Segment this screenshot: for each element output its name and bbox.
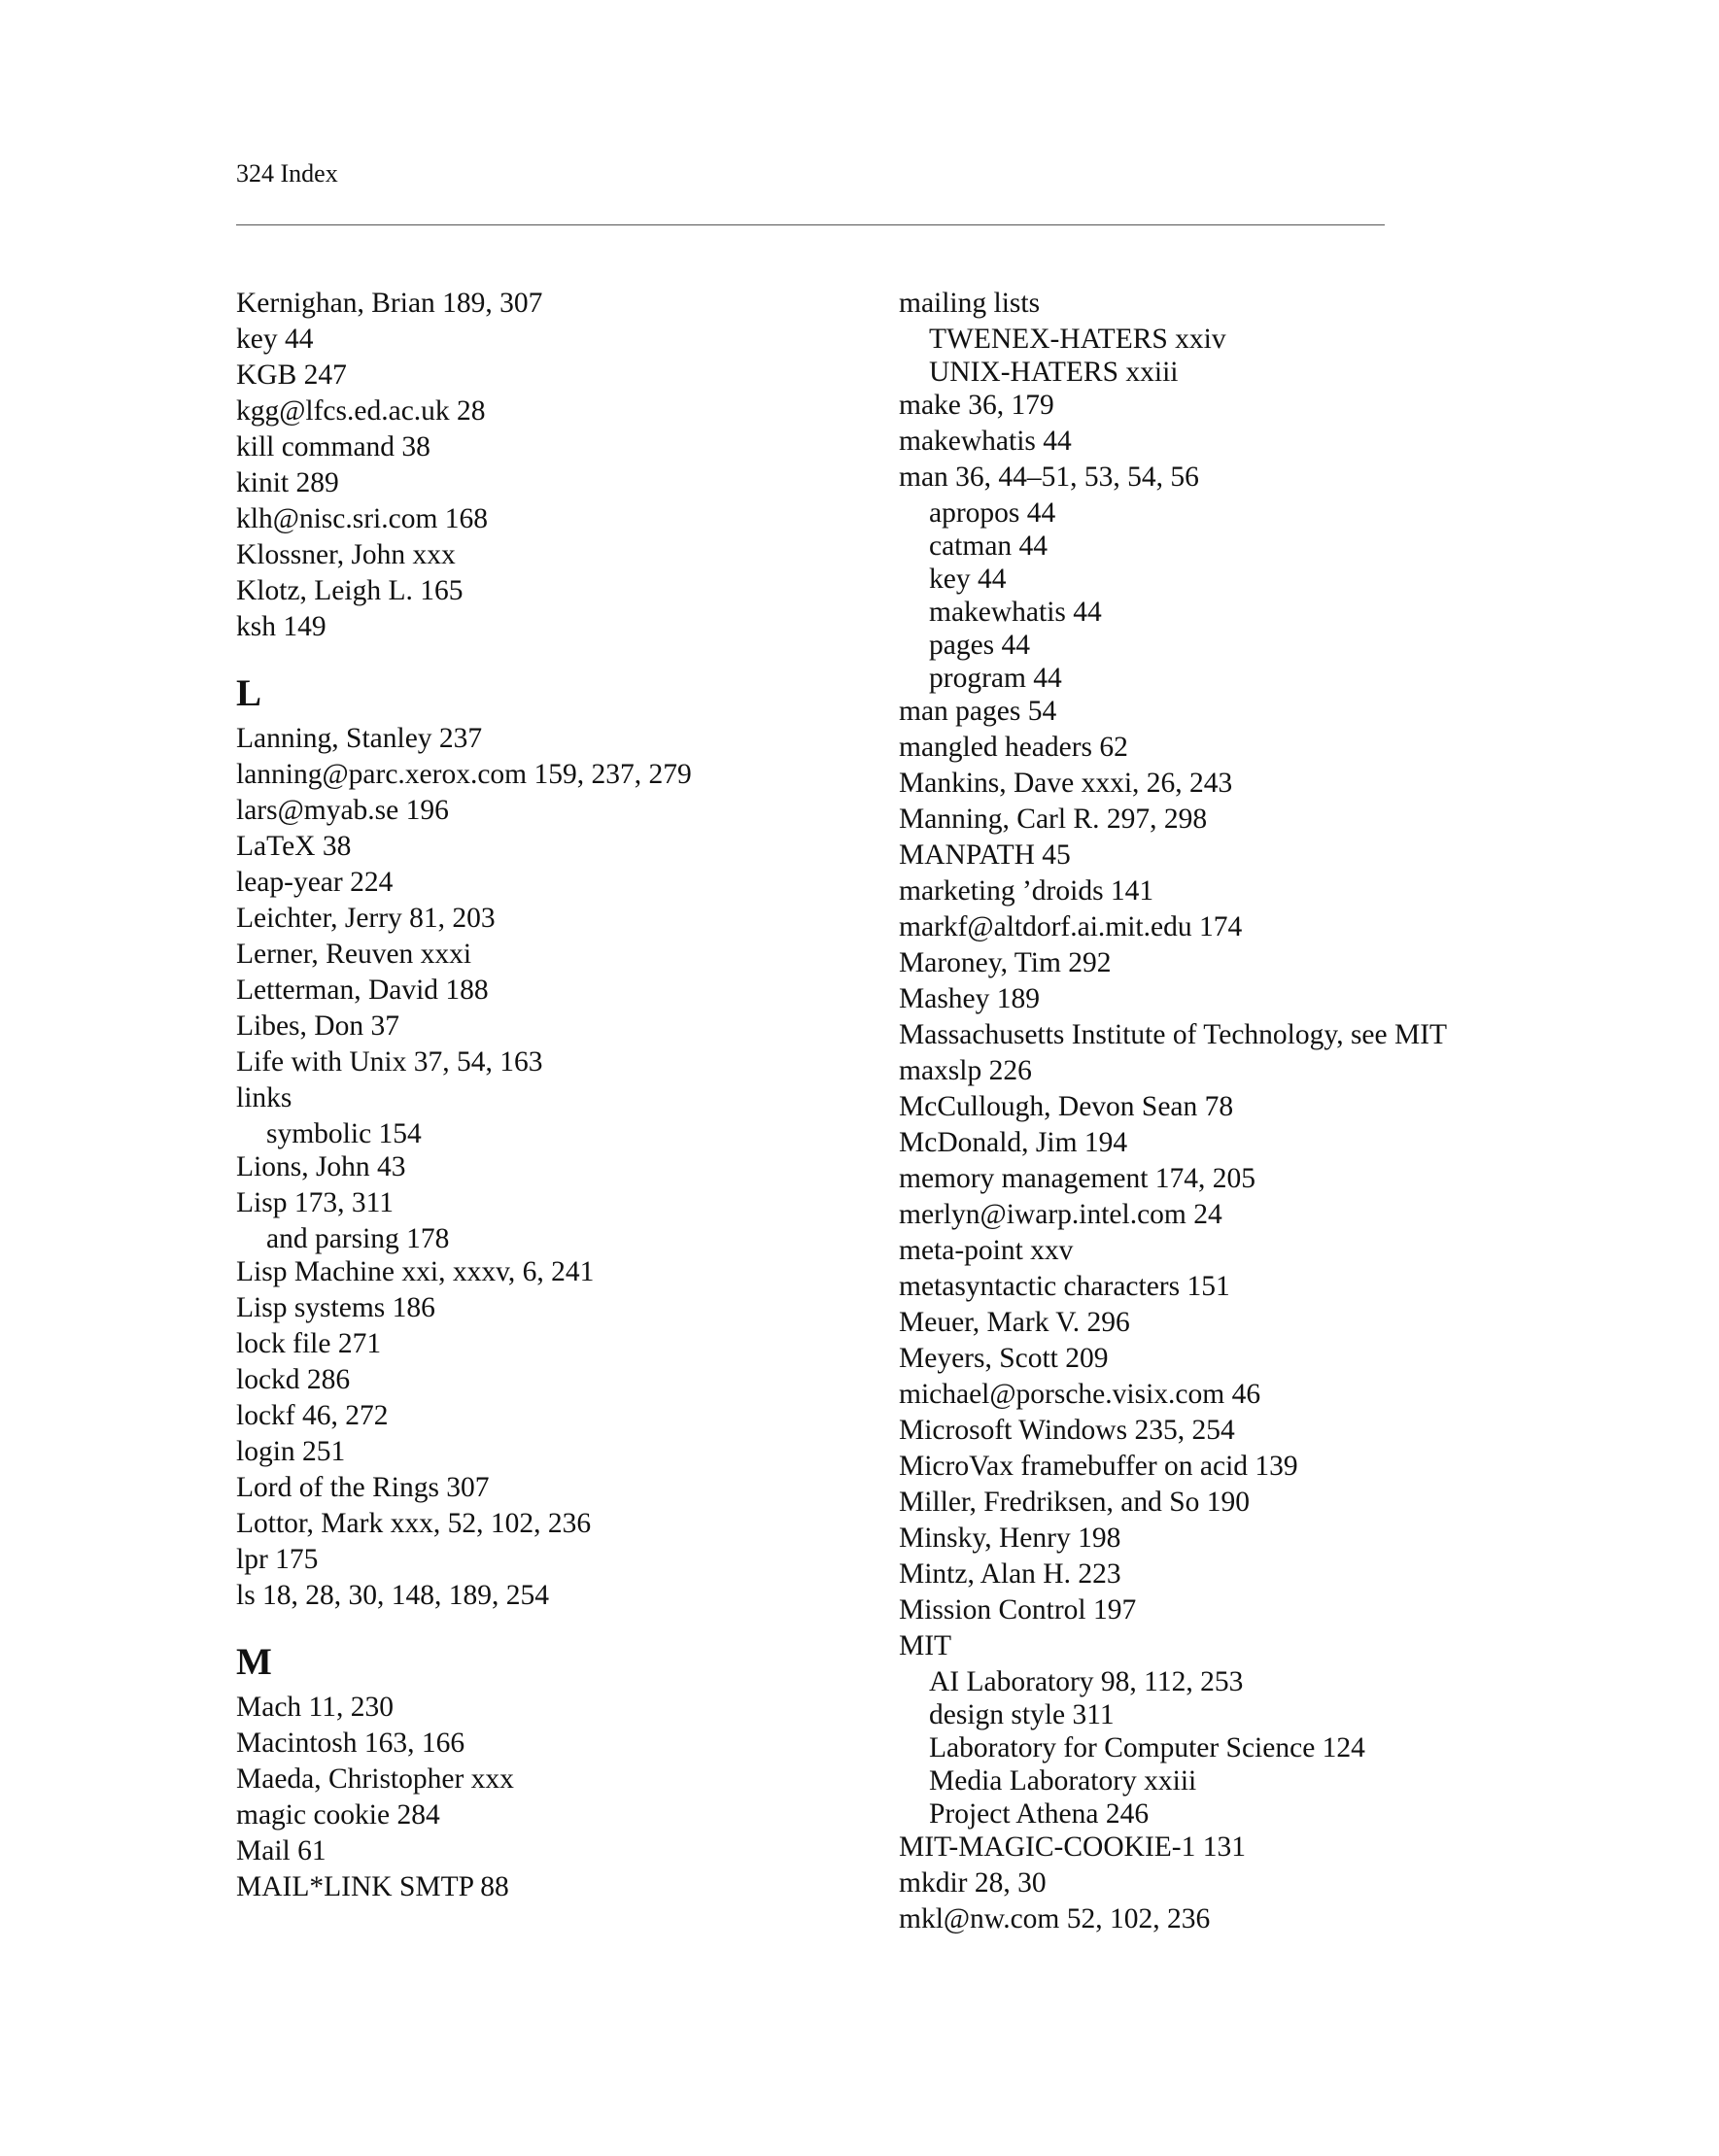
index-entry: LaTeX 38 bbox=[236, 831, 352, 862]
index-entry: markf@altdorf.ai.mit.edu 174 bbox=[899, 911, 1243, 942]
index-entry: Life with Unix 37, 54, 163 bbox=[236, 1046, 543, 1078]
index-subentry: pages 44 bbox=[929, 630, 1031, 661]
index-subentry: design style 311 bbox=[929, 1699, 1115, 1730]
index-entry: McDonald, Jim 194 bbox=[899, 1127, 1128, 1158]
index-entry: McCullough, Devon Sean 78 bbox=[899, 1091, 1234, 1122]
index-entry: Massachusetts Institute of Technology, see MIT bbox=[899, 1019, 1448, 1050]
index-entry: Klotz, Leigh L. 165 bbox=[236, 575, 464, 606]
index-entry: Manning, Carl R. 297, 298 bbox=[899, 804, 1208, 835]
index-entry: man 36, 44–51, 53, 54, 56 bbox=[899, 462, 1199, 493]
section-title: Index bbox=[280, 159, 338, 188]
index-column-left bbox=[236, 286, 692, 1905]
index-subentry: key 44 bbox=[929, 564, 1007, 595]
index-entry: magic cookie 284 bbox=[236, 1799, 440, 1831]
index-entry: makewhatis 44 bbox=[899, 426, 1072, 457]
index-entry: klh@nisc.sri.com 168 bbox=[236, 503, 489, 534]
index-entry: merlyn@iwarp.intel.com 24 bbox=[899, 1199, 1222, 1230]
index-entry: lpr 175 bbox=[236, 1544, 319, 1575]
index-entry: Mankins, Dave xxxi, 26, 243 bbox=[899, 768, 1233, 799]
header-divider bbox=[236, 224, 1385, 225]
index-entry: lanning@parc.xerox.com 159, 237, 279 bbox=[236, 759, 692, 790]
index-entry: kinit 289 bbox=[236, 467, 339, 498]
index-entry: Letterman, David 188 bbox=[236, 975, 489, 1006]
index-subentry: and parsing 178 bbox=[266, 1223, 450, 1254]
index-entry: memory management 174, 205 bbox=[899, 1163, 1256, 1194]
section-letter: M bbox=[236, 1641, 272, 1683]
index-entry: Mission Control 197 bbox=[899, 1594, 1137, 1626]
index-entry: lockd 286 bbox=[236, 1364, 351, 1395]
index-entry: MicroVax framebuffer on acid 139 bbox=[899, 1451, 1298, 1482]
index-entry: lock file 271 bbox=[236, 1328, 382, 1359]
index-entry: Microsoft Windows 235, 254 bbox=[899, 1415, 1235, 1446]
index-entry: KGB 247 bbox=[236, 359, 347, 391]
index-entry: Leichter, Jerry 81, 203 bbox=[236, 903, 496, 934]
index-entry: Mail 61 bbox=[236, 1835, 327, 1866]
index-entry: Minsky, Henry 198 bbox=[899, 1523, 1121, 1554]
index-entry: Maroney, Tim 292 bbox=[899, 947, 1112, 978]
index-entry: kgg@lfcs.ed.ac.uk 28 bbox=[236, 395, 486, 427]
index-entry: Libes, Don 37 bbox=[236, 1010, 399, 1042]
index-entry: Lions, John 43 bbox=[236, 1151, 406, 1182]
running-header bbox=[236, 157, 338, 190]
index-entry: Lanning, Stanley 237 bbox=[236, 723, 483, 754]
index-subentry: symbolic 154 bbox=[266, 1118, 422, 1149]
index-entry: key 44 bbox=[236, 324, 314, 355]
index-entry: Lisp systems 186 bbox=[236, 1292, 435, 1323]
index-entry: ksh 149 bbox=[236, 611, 327, 642]
index-entry: Mintz, Alan H. 223 bbox=[899, 1558, 1121, 1590]
page-number: 324 bbox=[236, 159, 274, 188]
index-entry: MIT-MAGIC-COOKIE-1 131 bbox=[899, 1831, 1246, 1863]
index-entry: man pages 54 bbox=[899, 696, 1057, 727]
index-entry: make 36, 179 bbox=[899, 390, 1054, 421]
index-entry: Lerner, Reuven xxxi bbox=[236, 939, 472, 970]
index-entry: michael@porsche.visix.com 46 bbox=[899, 1379, 1261, 1410]
index-entry: ls 18, 28, 30, 148, 189, 254 bbox=[236, 1580, 550, 1611]
index-entry: maxslp 226 bbox=[899, 1055, 1032, 1086]
index-entry: mailing lists bbox=[899, 288, 1041, 319]
index-subentry: catman 44 bbox=[929, 530, 1049, 562]
index-subentry: Laboratory for Computer Science 124 bbox=[929, 1732, 1365, 1763]
index-entry: links bbox=[236, 1082, 292, 1113]
index-entry: Klossner, John xxx bbox=[236, 539, 456, 570]
index-entry: login 251 bbox=[236, 1436, 346, 1467]
index-entry: marketing ’droids 141 bbox=[899, 875, 1154, 907]
index-entry: Kernighan, Brian 189, 307 bbox=[236, 288, 543, 319]
index-entry: MANPATH 45 bbox=[899, 839, 1071, 871]
index-entry: Mashey 189 bbox=[899, 983, 1041, 1014]
index-entry: lockf 46, 272 bbox=[236, 1400, 389, 1431]
index-column-right bbox=[899, 286, 1447, 1937]
index-subentry: Project Athena 246 bbox=[929, 1798, 1150, 1830]
index-subentry: makewhatis 44 bbox=[929, 597, 1102, 628]
index-entry: MAIL*LINK SMTP 88 bbox=[236, 1871, 509, 1902]
index-subentry: Media Laboratory xxiii bbox=[929, 1765, 1197, 1797]
index-entry: Miller, Fredriksen, and So 190 bbox=[899, 1487, 1250, 1518]
index-entry: kill command 38 bbox=[236, 431, 430, 462]
index-entry: Lisp 173, 311 bbox=[236, 1187, 394, 1218]
index-subentry: TWENEX-HATERS xxiv bbox=[929, 324, 1226, 355]
index-entry: leap-year 224 bbox=[236, 867, 394, 898]
index-subentry: program 44 bbox=[929, 663, 1062, 694]
index-entry: metasyntactic characters 151 bbox=[899, 1271, 1230, 1302]
index-subentry: AI Laboratory 98, 112, 253 bbox=[929, 1666, 1244, 1697]
index-entry: mkl@nw.com 52, 102, 236 bbox=[899, 1903, 1211, 1934]
index-entry: mangled headers 62 bbox=[899, 732, 1128, 763]
index-entry: Meuer, Mark V. 296 bbox=[899, 1307, 1130, 1338]
index-entry: Meyers, Scott 209 bbox=[899, 1343, 1109, 1374]
index-entry: Lord of the Rings 307 bbox=[236, 1472, 490, 1503]
index-subentry: apropos 44 bbox=[929, 497, 1056, 529]
index-entry: meta-point xxv bbox=[899, 1235, 1074, 1266]
index-entry: Lisp Machine xxi, xxxv, 6, 241 bbox=[236, 1256, 595, 1287]
index-entry: Mach 11, 230 bbox=[236, 1692, 394, 1723]
index-subentry: UNIX-HATERS xxiii bbox=[929, 357, 1179, 388]
index-entry: Lottor, Mark xxx, 52, 102, 236 bbox=[236, 1508, 592, 1539]
index-entry: lars@myab.se 196 bbox=[236, 795, 449, 826]
index-entry: MIT bbox=[899, 1630, 952, 1661]
section-letter: L bbox=[236, 672, 262, 714]
index-entry: Maeda, Christopher xxx bbox=[236, 1763, 514, 1795]
index-entry: Macintosh 163, 166 bbox=[236, 1728, 465, 1759]
index-entry: mkdir 28, 30 bbox=[899, 1867, 1047, 1899]
